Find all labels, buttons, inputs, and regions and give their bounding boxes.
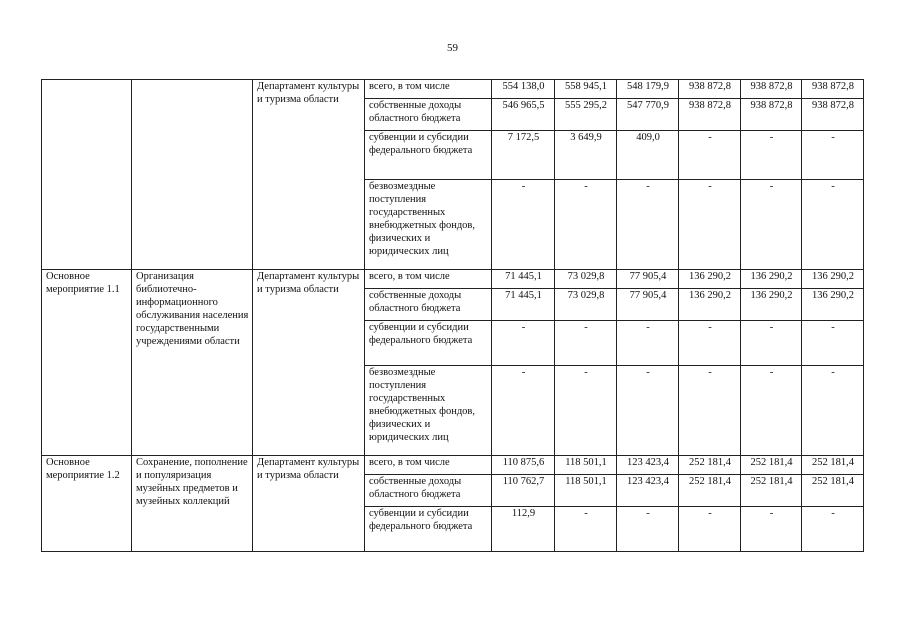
amount-cell: -: [555, 180, 617, 270]
amount-cell: 123 423,4: [617, 475, 679, 507]
funding-source-cell: безвозмездные поступления государственных внебюджетных фондов, физических и юридических лиц: [365, 366, 492, 456]
funding-source-cell: всего, в том числе: [365, 270, 492, 289]
financing-table: [41, 79, 864, 552]
amount-cell: 112,9: [492, 507, 555, 552]
amount-cell: -: [492, 180, 555, 270]
department-cell: Департамент культуры и туризма области: [253, 80, 365, 270]
amount-cell: -: [555, 321, 617, 366]
amount-cell: -: [555, 366, 617, 456]
table-row: [42, 80, 864, 99]
amount-cell: 547 770,9: [617, 99, 679, 131]
amount-cell: 554 138,0: [492, 80, 555, 99]
amount-cell: 938 872,8: [679, 99, 741, 131]
amount-cell: -: [802, 507, 864, 552]
amount-cell: -: [679, 180, 741, 270]
amount-cell: 110 875,6: [492, 456, 555, 475]
funding-source-cell: собственные доходы областного бюджета: [365, 289, 492, 321]
amount-cell: -: [741, 131, 802, 180]
amount-cell: -: [679, 321, 741, 366]
amount-cell: -: [741, 366, 802, 456]
amount-cell: 71 445,1: [492, 289, 555, 321]
amount-cell: -: [802, 321, 864, 366]
amount-cell: 77 905,4: [617, 289, 679, 321]
funding-source-cell: всего, в том числе: [365, 80, 492, 99]
amount-cell: 252 181,4: [741, 475, 802, 507]
amount-cell: -: [555, 507, 617, 552]
amount-cell: 136 290,2: [741, 270, 802, 289]
funding-source-cell: субвенции и субсидии федерального бюджета: [365, 131, 492, 180]
amount-cell: 73 029,8: [555, 289, 617, 321]
amount-cell: 546 965,5: [492, 99, 555, 131]
amount-cell: 252 181,4: [679, 456, 741, 475]
amount-cell: 938 872,8: [741, 80, 802, 99]
amount-cell: -: [679, 366, 741, 456]
department-cell: Департамент культуры и туризма области: [253, 456, 365, 552]
funding-source-cell: субвенции и субсидии федерального бюджета: [365, 507, 492, 552]
amount-cell: 252 181,4: [741, 456, 802, 475]
amount-cell: -: [802, 366, 864, 456]
amount-cell: -: [617, 180, 679, 270]
funding-source-cell: субвенции и субсидии федерального бюджета: [365, 321, 492, 366]
amount-cell: 118 501,1: [555, 456, 617, 475]
funding-source-cell: собственные доходы областного бюджета: [365, 475, 492, 507]
amount-cell: -: [679, 507, 741, 552]
amount-cell: -: [617, 321, 679, 366]
amount-cell: 7 172,5: [492, 131, 555, 180]
amount-cell: -: [802, 131, 864, 180]
funding-source-cell: всего, в том числе: [365, 456, 492, 475]
description-cell: [132, 80, 253, 270]
description-cell: Сохранение, пополнение и популяризация музейных предметов и музейных коллекций: [132, 456, 253, 552]
amount-cell: 252 181,4: [802, 456, 864, 475]
amount-cell: 938 872,8: [679, 80, 741, 99]
amount-cell: -: [679, 131, 741, 180]
measure-cell: Основное мероприятие 1.2: [42, 456, 132, 552]
amount-cell: 110 762,7: [492, 475, 555, 507]
amount-cell: 252 181,4: [679, 475, 741, 507]
amount-cell: 136 290,2: [679, 289, 741, 321]
amount-cell: 77 905,4: [617, 270, 679, 289]
amount-cell: 136 290,2: [802, 289, 864, 321]
amount-cell: -: [741, 180, 802, 270]
measure-cell: Основное мероприятие 1.1: [42, 270, 132, 456]
table-row: [42, 270, 864, 289]
amount-cell: -: [802, 180, 864, 270]
funding-source-cell: собственные доходы областного бюджета: [365, 99, 492, 131]
amount-cell: 558 945,1: [555, 80, 617, 99]
amount-cell: -: [741, 321, 802, 366]
amount-cell: 123 423,4: [617, 456, 679, 475]
funding-source-cell: безвозмездные поступления государственных внебюджетных фондов, физических и юридических лиц: [365, 180, 492, 270]
amount-cell: 938 872,8: [741, 99, 802, 131]
page-number: 59: [447, 42, 458, 54]
amount-cell: 136 290,2: [741, 289, 802, 321]
amount-cell: 555 295,2: [555, 99, 617, 131]
amount-cell: -: [492, 321, 555, 366]
amount-cell: 136 290,2: [679, 270, 741, 289]
description-cell: Организация библиотечно-информационного обслуживания населения государственными учреждениями области: [132, 270, 253, 456]
amount-cell: -: [617, 366, 679, 456]
amount-cell: 71 445,1: [492, 270, 555, 289]
amount-cell: 118 501,1: [555, 475, 617, 507]
amount-cell: 938 872,8: [802, 99, 864, 131]
amount-cell: 548 179,9: [617, 80, 679, 99]
amount-cell: 73 029,8: [555, 270, 617, 289]
amount-cell: 409,0: [617, 131, 679, 180]
amount-cell: -: [492, 366, 555, 456]
amount-cell: 938 872,8: [802, 80, 864, 99]
measure-cell: [42, 80, 132, 270]
table-row: [42, 456, 864, 475]
amount-cell: -: [741, 507, 802, 552]
amount-cell: 136 290,2: [802, 270, 864, 289]
amount-cell: 3 649,9: [555, 131, 617, 180]
amount-cell: -: [617, 507, 679, 552]
department-cell: Департамент культуры и туризма области: [253, 270, 365, 456]
amount-cell: 252 181,4: [802, 475, 864, 507]
